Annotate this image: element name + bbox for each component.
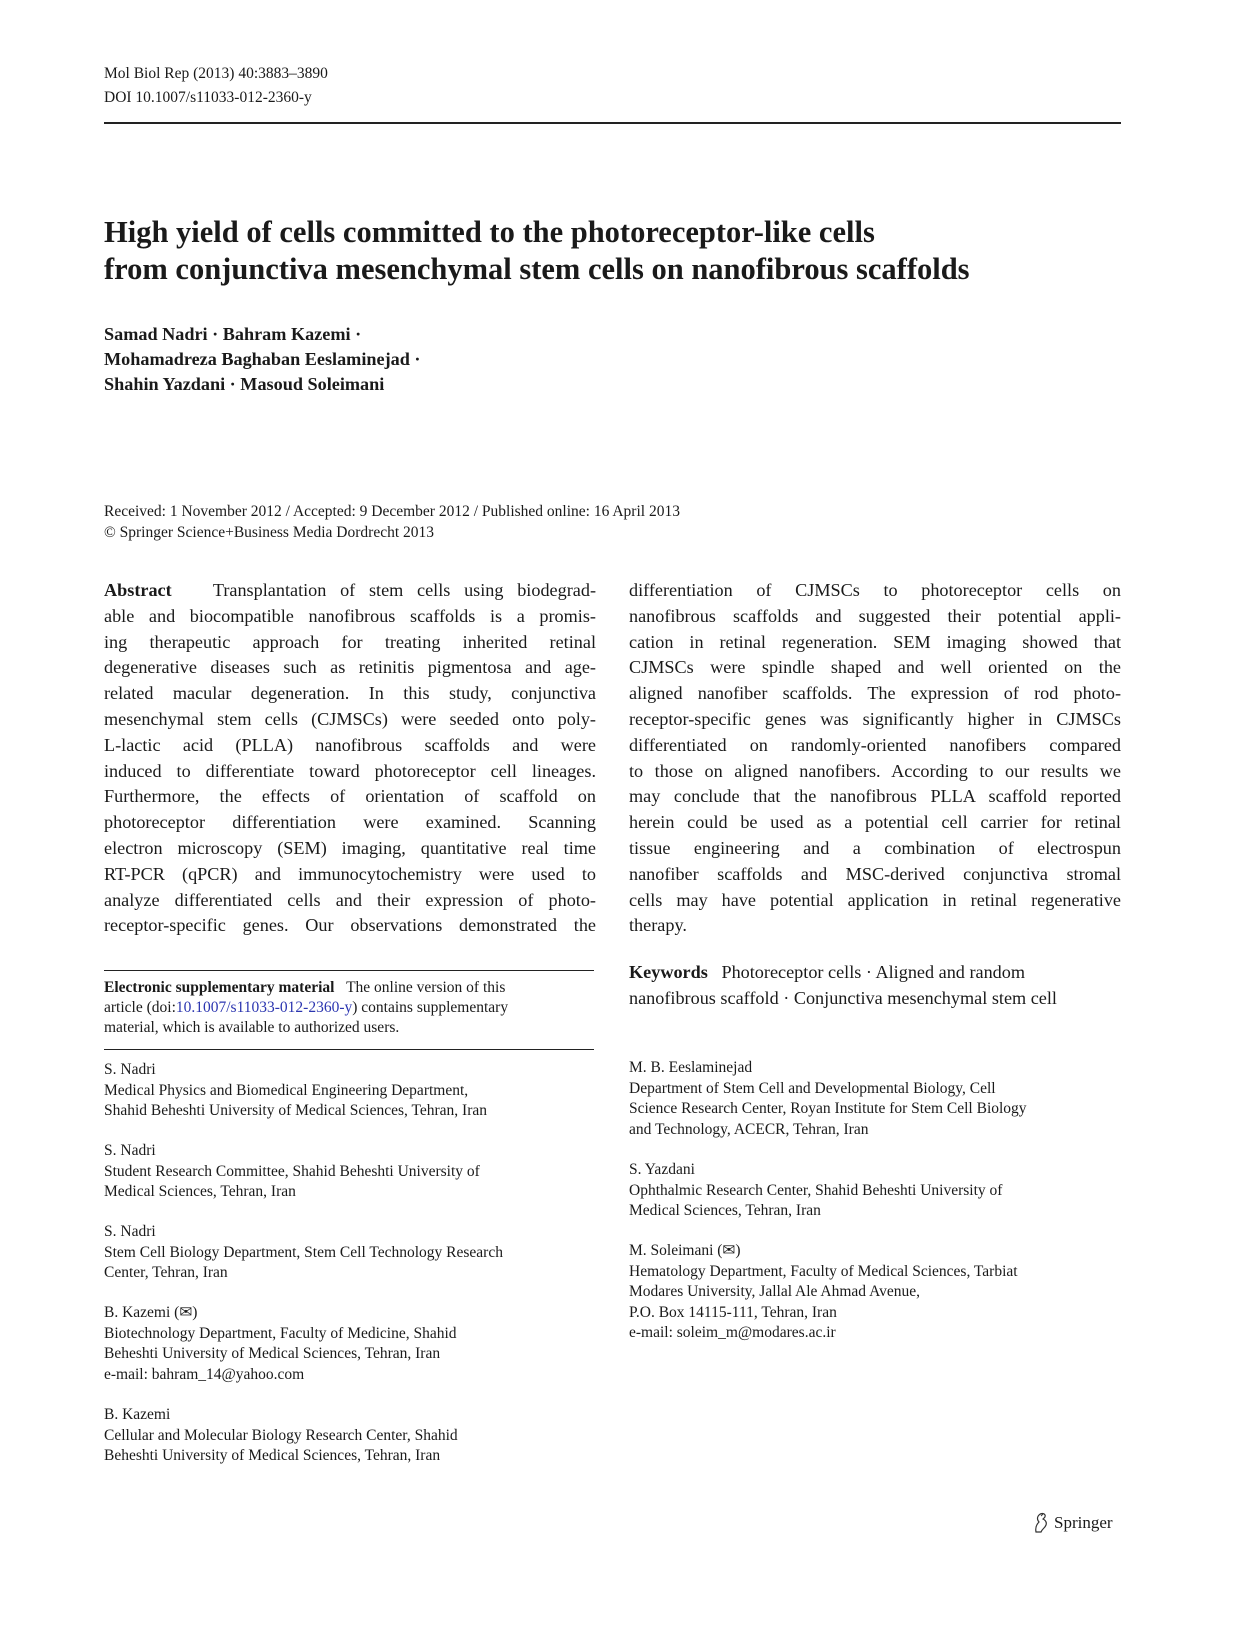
dates-line: Received: 1 November 2012 / Accepted: 9 December 2012 / Published online: 16 April 2013: [104, 503, 680, 520]
affiliation-line: and Technology, ACECR, Tehran, Iran: [629, 1120, 869, 1138]
abstract-line: receptor-specific genes. Our observations demonstrated the: [104, 915, 596, 936]
esm-label: Electronic supplementary material: [104, 979, 335, 996]
abstract-line: aligned nanofiber scaffolds. The expression of rod photo-: [629, 683, 1121, 704]
running-header: [104, 62, 328, 110]
affiliation-rule: [104, 1049, 594, 1050]
header-rule: [104, 122, 1121, 124]
abstract-line: RT-PCR (qPCR) and immunocytochemistry were used to: [104, 863, 596, 884]
abstract-line: mesenchymal stem cells (CJMSCs) were seeded onto poly-: [104, 708, 596, 729]
abstract-label: Abstract: [104, 580, 172, 600]
abstract-line: Furthermore, the effects of orientation of scaffold on: [104, 786, 596, 807]
keywords-line: nanofibrous scaffold · Conjunctiva mesenchymal stem cell: [629, 987, 1057, 1008]
affiliation: [629, 1241, 1018, 1344]
affiliation-line: Beheshti University of Medical Sciences, Tehran, Iran: [104, 1345, 441, 1362]
abstract-line: degenerative diseases such as retinitis pigmentosa and age-: [104, 657, 596, 678]
affiliation-line: Science Research Center, Royan Institute for Stem Cell Biology: [629, 1100, 1027, 1117]
esm-line: Electronic supplementary material The online version of this: [104, 979, 506, 996]
affiliation-email[interactable]: e-mail: bahram_14@yahoo.com: [104, 1365, 305, 1383]
affiliation-name: B. Kazemi: [104, 1406, 171, 1423]
affiliation: [104, 1141, 480, 1203]
abstract-line: differentiation of CJMSCs to photoreceptor cells on: [629, 580, 1121, 600]
publication-dates: [104, 501, 680, 543]
publisher-logo: [1032, 1512, 1113, 1534]
abstract-line: herein could be used as a potential cell carrier for retinal: [629, 812, 1121, 833]
copyright-line: © Springer Science+Business Media Dordrecht 2013: [104, 524, 435, 541]
keywords-text: Photoreceptor cells · Aligned and random: [721, 962, 1026, 982]
affiliation-name: M. Soleimani (✉): [629, 1242, 741, 1259]
abstract-line: cells may have potential application in retinal regenerative: [629, 889, 1121, 910]
title-line: from conjunctiva mesenchymal stem cells on nanofibrous scaffolds: [104, 252, 970, 286]
affiliation: [104, 1303, 457, 1385]
affiliation: [629, 1160, 1002, 1222]
abstract-line: electron microscopy (SEM) imaging, quantitative real time: [104, 837, 596, 858]
keywords-line: [629, 960, 1121, 986]
author-line: Samad Nadri · Bahram Kazemi ·: [104, 324, 362, 344]
article-title: [104, 214, 1121, 288]
affiliation-email[interactable]: e-mail: soleim_m@modares.ac.ir: [629, 1324, 836, 1341]
esm-line: material, which is available to authorized users.: [104, 1019, 400, 1036]
abstract-line: ing therapeutic approach for treating inherited retinal: [104, 631, 596, 652]
abstract-left-column: [104, 578, 596, 939]
abstract-line: differentiated on randomly-oriented nanofibers compared: [629, 734, 1121, 755]
affiliation-line: Stem Cell Biology Department, Stem Cell Technology Research: [104, 1243, 503, 1261]
abstract-line: induced to differentiate toward photoreceptor cell lineages.: [104, 760, 596, 781]
affiliation: [104, 1222, 503, 1284]
title-line: High yield of cells committed to the photoreceptor-like cells: [104, 215, 875, 249]
abstract-line: L-lactic acid (PLLA) nanofibrous scaffolds and were: [104, 734, 596, 755]
affiliation-line: Student Research Committee, Shahid Beheshti University of: [104, 1162, 480, 1180]
abstract-line: nanofiber scaffolds and MSC-derived conjunctiva stromal: [629, 863, 1121, 884]
abstract-line: tissue engineering and a combination of electrospun: [629, 837, 1121, 858]
author-line: Mohamadreza Baghaban Eeslaminejad ·: [104, 349, 421, 369]
publisher-name: Springer: [1054, 1513, 1113, 1532]
abstract-line: related macular degeneration. In this study, conjunctiva: [104, 683, 596, 704]
author-line: Shahin Yazdani · Masoud Soleimani: [104, 374, 385, 394]
abstract-line: CJMSCs were spindle shaped and well oriented on the: [629, 657, 1121, 678]
affiliation: [104, 1405, 458, 1467]
abstract-line: photoreceptor differentiation were examined. Scanning: [104, 812, 596, 833]
affiliation-line: P.O. Box 14115-111, Tehran, Iran: [629, 1303, 837, 1321]
article-doi: DOI 10.1007/s11033-012-2360-y: [104, 89, 312, 106]
affiliation-line: Medical Sciences, Tehran, Iran: [104, 1183, 296, 1200]
affiliation: [629, 1058, 1027, 1140]
affiliation-name: B. Kazemi (✉): [104, 1304, 198, 1321]
affiliation-line: Hematology Department, Faculty of Medical Sciences, Tarbiat: [629, 1262, 1018, 1280]
abstract-line: Abstract Transplantation of stem cells using biodegrad-: [104, 580, 596, 600]
journal-citation: Mol Biol Rep (2013) 40:3883–3890: [104, 65, 328, 82]
abstract-line: to those on aligned nanofibers. According to our results we: [629, 760, 1121, 781]
keywords-label: Keywords: [629, 962, 708, 982]
affiliation-name: S. Yazdani: [629, 1161, 695, 1178]
abstract-line: receptor-specific genes was significantly higher in CJMSCs: [629, 708, 1121, 729]
affiliation-name: S. Nadri: [104, 1223, 156, 1240]
affiliation-line: Department of Stem Cell and Developmental Biology, Cell: [629, 1079, 996, 1097]
abstract-line: may conclude that the nanofibrous PLLA scaffold reported: [629, 786, 1121, 807]
author-list: [104, 322, 420, 397]
doi-link[interactable]: 10.1007/s11033-012-2360-y: [175, 999, 353, 1016]
springer-horse-icon: [1032, 1512, 1050, 1534]
abstract-line: nanofibrous scaffolds and suggested their potential appli-: [629, 605, 1121, 626]
affiliation-line: Medical Sciences, Tehran, Iran: [629, 1202, 821, 1219]
esm-line: article (doi:10.1007/s11033-012-2360-y) contains supplementary: [104, 999, 509, 1016]
abstract-line: cation in retinal regeneration. SEM imaging showed that: [629, 631, 1121, 652]
affiliation: [104, 1060, 487, 1122]
affiliation-line: Ophthalmic Research Center, Shahid Beheshti University of: [629, 1181, 1003, 1199]
footnote-rule: [104, 970, 594, 971]
affiliation-line: Modares University, Jallal Ale Ahmad Avenue,: [629, 1283, 920, 1300]
affiliation-name: S. Nadri: [104, 1061, 156, 1078]
affiliation-name: S. Nadri: [104, 1142, 156, 1159]
affiliation-line: Shahid Beheshti University of Medical Sciences, Tehran, Iran: [104, 1102, 488, 1119]
abstract-line: therapy.: [629, 915, 687, 936]
abstract-right-column: [629, 578, 1121, 939]
affiliation-name: M. B. Eeslaminejad: [629, 1059, 753, 1076]
affiliation-line: Center, Tehran, Iran: [104, 1264, 228, 1281]
affiliation-line: Biotechnology Department, Faculty of Medicine, Shahid: [104, 1324, 457, 1342]
affiliation-line: Medical Physics and Biomedical Engineering Department,: [104, 1081, 469, 1099]
abstract-line: analyze differentiated cells and their expression of photo-: [104, 889, 596, 910]
affiliation-line: Cellular and Molecular Biology Research Center, Shahid: [104, 1426, 458, 1444]
abstract-line: able and biocompatible nanofibrous scaffolds is a promis-: [104, 605, 596, 626]
keywords-block: [629, 960, 1121, 1012]
affiliation-line: Beheshti University of Medical Sciences, Tehran, Iran: [104, 1447, 441, 1464]
supplementary-note: [104, 978, 594, 1038]
